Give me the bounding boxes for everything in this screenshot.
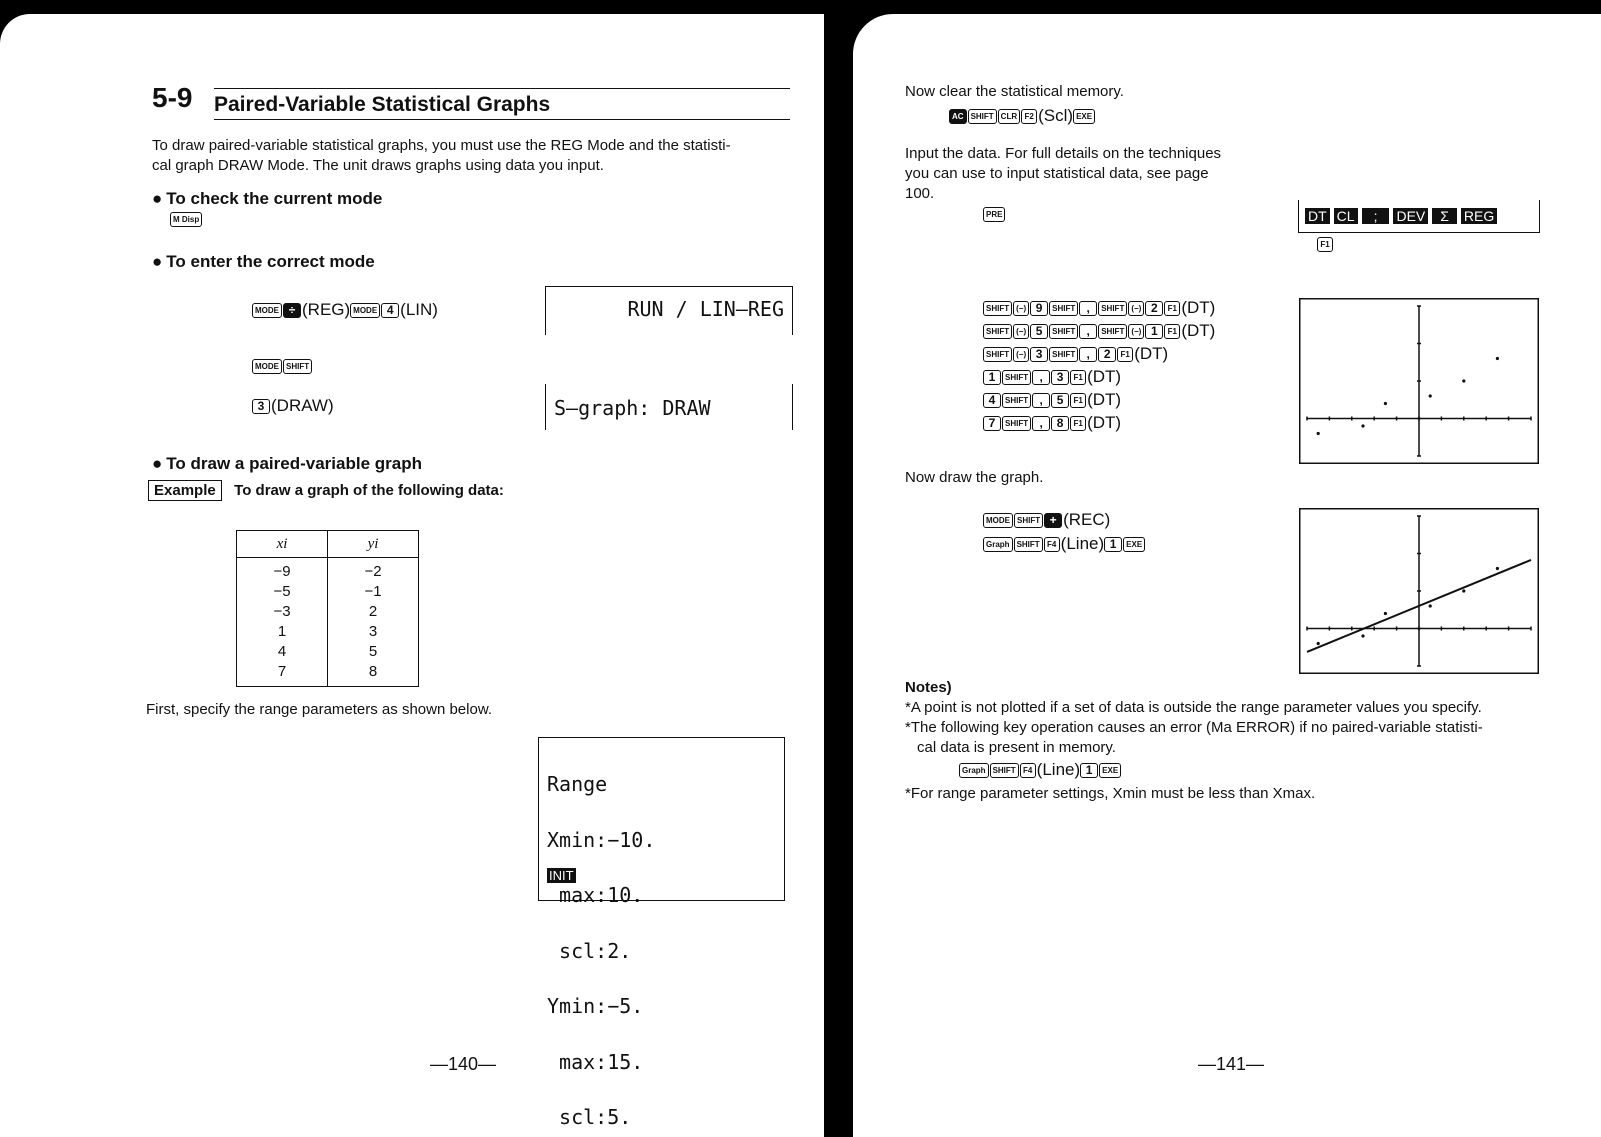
- note-keyline: [959, 758, 1122, 781]
- enter-mode-heading: ● To enter the correct mode: [152, 252, 375, 272]
- example-text: To draw a graph of the following data:: [234, 482, 504, 499]
- xi-cell: 4: [277, 643, 287, 660]
- yi-cell: 5: [368, 643, 378, 660]
- shift-key[interactable]: SHIFT: [1014, 537, 1043, 552]
- plus-key[interactable]: +: [1044, 513, 1062, 528]
- section-heading: [152, 82, 192, 114]
- one-key[interactable]: 1: [1104, 537, 1122, 552]
- mode-key[interactable]: MODE: [252, 303, 282, 318]
- data-entry-list: [983, 296, 1215, 434]
- dt-label: (DT): [1087, 413, 1122, 432]
- shift-key[interactable]: SHIFT: [1002, 393, 1031, 408]
- shift-key[interactable]: SHIFT: [1049, 347, 1078, 362]
- scatter-graph: [1299, 298, 1539, 464]
- shift-key[interactable]: SHIFT: [983, 301, 1012, 316]
- table-body-row: [237, 558, 419, 687]
- data-entry-line: [983, 319, 1215, 342]
- data-point: [1317, 432, 1320, 435]
- data-point: [1462, 589, 1465, 592]
- note-2a: *The following key operation causes an error (Ma ERROR) if no paired-variable statisti-: [905, 719, 1483, 736]
- shift-key[interactable]: SHIFT: [1098, 324, 1127, 339]
- xi-cell: −9: [273, 563, 291, 580]
- data-entry-line: [983, 411, 1215, 434]
- eight-key[interactable]: 8: [1051, 416, 1069, 431]
- negative-key[interactable]: (−): [1013, 301, 1029, 316]
- input-line-1: Input the data. For full details on the techniques: [905, 145, 1222, 162]
- graph-key[interactable]: Graph: [983, 537, 1013, 552]
- five-key[interactable]: 5: [1051, 393, 1069, 408]
- shift-key[interactable]: SHIFT: [983, 347, 1012, 362]
- yi-cell: 2: [368, 603, 378, 620]
- xi-cell: −5: [273, 583, 291, 600]
- init-softkey[interactable]: INIT: [549, 868, 574, 883]
- scl-label: (Scl): [1038, 106, 1074, 125]
- draw-keyline-1: [983, 508, 1110, 531]
- input-line-3: 100.: [905, 185, 935, 202]
- range-line: Xmin:−10.: [547, 827, 656, 852]
- yi-cell: 8: [368, 663, 378, 680]
- data-point: [1496, 357, 1499, 360]
- header-xi: xi: [237, 531, 328, 558]
- right-page: [853, 14, 1601, 1137]
- data-point: [1384, 612, 1387, 615]
- data-entry-line: [983, 365, 1215, 388]
- section-title-box: [214, 88, 790, 120]
- menu-reg[interactable]: REG: [1461, 208, 1497, 224]
- menu-dt[interactable]: DT: [1305, 208, 1330, 224]
- section-number: 5-9: [152, 82, 193, 113]
- f2-key[interactable]: F2: [1021, 109, 1037, 124]
- divide-key[interactable]: ÷: [283, 303, 301, 318]
- input-line-2: you can use to input statistical data, see page: [905, 165, 1209, 182]
- intro-line-1: To draw paired-variable statistical graphs, you must use the REG Mode and the statisti-: [152, 137, 731, 154]
- mode-keyline-3: [252, 394, 334, 417]
- draw-label: (DRAW): [271, 396, 334, 415]
- lcd-mode-display: [545, 286, 793, 335]
- table-header-row: [237, 531, 419, 558]
- check-mode-heading: ● To check the current mode: [152, 189, 382, 209]
- f1-key[interactable]: F1: [1117, 347, 1133, 362]
- lcd-sgraph-text: S—graph: DRAW: [554, 396, 711, 420]
- range-line: scl:2.: [547, 938, 632, 963]
- data-point: [1429, 394, 1432, 397]
- data-point: [1496, 567, 1499, 570]
- four-key[interactable]: 4: [983, 393, 1001, 408]
- lcd-mode-text: RUN / LIN—REG: [627, 297, 784, 321]
- three-key[interactable]: 3: [252, 399, 270, 414]
- comma-key[interactable]: ,: [1032, 370, 1050, 385]
- draw-heading: ● To draw a paired-variable graph: [152, 454, 422, 474]
- f1-key[interactable]: F1: [1164, 324, 1180, 339]
- range-line: Ymin:−5.: [547, 994, 644, 1018]
- one-key[interactable]: 1: [1145, 324, 1163, 339]
- data-entry-line: [983, 296, 1215, 319]
- data-entry-line: [983, 388, 1215, 411]
- clear-text: Now clear the statistical memory.: [905, 83, 1124, 100]
- f1-key[interactable]: F1: [1317, 237, 1333, 252]
- range-lcd: [538, 737, 785, 1129]
- page-number-140: —140—: [430, 1054, 497, 1074]
- example-row: [148, 480, 504, 501]
- menu-dev[interactable]: DEV: [1393, 208, 1428, 224]
- intro-line-2: cal graph DRAW Mode. The unit draws graphs using data you input.: [152, 157, 604, 174]
- draw-keyline-2: [983, 532, 1146, 555]
- range-line: max:10.: [547, 883, 644, 907]
- disp-key[interactable]: M Disp: [170, 212, 202, 227]
- negative-key[interactable]: (−): [1013, 347, 1029, 362]
- mode-key[interactable]: MODE: [252, 359, 282, 374]
- yi-column: [328, 558, 419, 687]
- data-point: [1384, 402, 1387, 405]
- prg-keyline: [983, 206, 1006, 224]
- shift-key[interactable]: SHIFT: [1002, 370, 1031, 385]
- regression-graph: [1299, 508, 1539, 674]
- example-label: Example: [148, 480, 222, 501]
- note-3: *For range parameter settings, Xmin must be less than Xmax.: [905, 785, 1316, 802]
- dt-label: (DT): [1181, 321, 1216, 340]
- graph-key[interactable]: Graph: [959, 763, 989, 778]
- yi-cell: −1: [364, 583, 382, 600]
- shift-key[interactable]: SHIFT: [990, 763, 1019, 778]
- negative-key[interactable]: (−): [1128, 301, 1144, 316]
- f1-keyline: [1317, 236, 1334, 254]
- f4-key[interactable]: F4: [1020, 763, 1036, 778]
- line-label: (Line): [1036, 760, 1081, 779]
- menu-semicolon[interactable]: ;: [1362, 208, 1390, 224]
- f1-key[interactable]: F1: [1070, 370, 1086, 385]
- range-line: scl:5.: [547, 1105, 632, 1129]
- left-page: [0, 14, 824, 1137]
- seven-key[interactable]: 7: [983, 416, 1001, 431]
- comma-key[interactable]: ,: [1079, 324, 1097, 339]
- yi-cell: −2: [364, 563, 382, 580]
- data-entry-line: [983, 342, 1215, 365]
- shift-key[interactable]: SHIFT: [1098, 301, 1127, 316]
- clr-key[interactable]: CLR: [998, 109, 1020, 124]
- check-mode-keys: [170, 211, 203, 229]
- menu-cl[interactable]: CL: [1334, 208, 1358, 224]
- one-key[interactable]: 1: [1080, 763, 1098, 778]
- draw-text: Now draw the graph.: [905, 469, 1044, 486]
- three-key[interactable]: 3: [1030, 347, 1048, 362]
- notes-heading: Notes): [905, 679, 952, 696]
- mode-key[interactable]: MODE: [350, 303, 380, 318]
- negative-key[interactable]: (−): [1128, 324, 1144, 339]
- data-point: [1429, 604, 1432, 607]
- mode-key[interactable]: MODE: [983, 513, 1013, 528]
- dt-label: (DT): [1087, 367, 1122, 386]
- mode-keyline-1: [252, 298, 438, 321]
- shift-key[interactable]: SHIFT: [1049, 324, 1078, 339]
- shift-key[interactable]: SHIFT: [1049, 301, 1078, 316]
- page-number-141: —141—: [1198, 1054, 1265, 1074]
- f1-key[interactable]: F1: [1164, 301, 1180, 316]
- section-title: Paired-Variable Statistical Graphs: [214, 93, 551, 116]
- one-key[interactable]: 1: [983, 370, 1001, 385]
- lin-label: (LIN): [400, 300, 438, 319]
- f1-key[interactable]: F1: [1070, 393, 1086, 408]
- five-key[interactable]: 5: [1030, 324, 1048, 339]
- xi-cell: 7: [277, 663, 287, 680]
- prg-key[interactable]: PRE: [983, 207, 1005, 222]
- range-line: max:15.: [547, 1049, 644, 1074]
- data-table: [236, 530, 419, 687]
- range-lcd-text: [547, 738, 655, 1137]
- note-1: *A point is not plotted if a set of data is outside the range parameter values you specify.: [905, 699, 1482, 716]
- ac-key[interactable]: AC: [949, 109, 967, 124]
- comma-key[interactable]: ,: [1032, 393, 1050, 408]
- dt-label: (DT): [1181, 298, 1216, 317]
- line-label: (Line): [1060, 534, 1105, 553]
- menu-bar: [1305, 208, 1497, 224]
- header-yi: yi: [328, 531, 419, 558]
- lcd-sgraph-display: [545, 384, 793, 430]
- rec-label: (REC): [1063, 510, 1111, 529]
- data-point: [1361, 634, 1364, 637]
- reg-label: (REG): [302, 300, 351, 319]
- comma-key[interactable]: ,: [1079, 347, 1097, 362]
- range-line: Range: [547, 772, 608, 796]
- two-key[interactable]: 2: [1098, 347, 1116, 362]
- shift-key[interactable]: SHIFT: [968, 109, 997, 124]
- shift-key[interactable]: SHIFT: [283, 359, 312, 374]
- shift-key[interactable]: SHIFT: [1014, 513, 1043, 528]
- mode-keyline-2: [252, 354, 313, 377]
- exe-key[interactable]: EXE: [1123, 537, 1145, 552]
- xi-column: [237, 558, 328, 687]
- four-key[interactable]: 4: [381, 303, 399, 318]
- exe-key[interactable]: EXE: [1099, 763, 1121, 778]
- two-key[interactable]: 2: [1145, 301, 1163, 316]
- f1-key[interactable]: F1: [1070, 416, 1086, 431]
- shift-key[interactable]: SHIFT: [1002, 416, 1031, 431]
- three-key[interactable]: 3: [1051, 370, 1069, 385]
- dt-label: (DT): [1134, 344, 1169, 363]
- xi-cell: 1: [277, 623, 287, 640]
- range-intro: First, specify the range parameters as shown below.: [146, 701, 492, 718]
- shift-key[interactable]: SHIFT: [983, 324, 1012, 339]
- nine-key[interactable]: 9: [1030, 301, 1048, 316]
- data-point: [1361, 424, 1364, 427]
- f4-key[interactable]: F4: [1044, 537, 1060, 552]
- dt-label: (DT): [1087, 390, 1122, 409]
- note-2b: cal data is present in memory.: [917, 739, 1116, 756]
- menu-sigma[interactable]: Σ: [1432, 208, 1457, 224]
- clear-keyline: [949, 104, 1096, 127]
- xi-cell: −3: [273, 603, 291, 620]
- data-point: [1317, 642, 1320, 645]
- comma-key[interactable]: ,: [1079, 301, 1097, 316]
- yi-cell: 3: [368, 623, 378, 640]
- data-point: [1462, 379, 1465, 382]
- comma-key[interactable]: ,: [1032, 416, 1050, 431]
- exe-key[interactable]: EXE: [1073, 109, 1095, 124]
- menu-lcd: [1298, 200, 1540, 233]
- negative-key[interactable]: (−): [1013, 324, 1029, 339]
